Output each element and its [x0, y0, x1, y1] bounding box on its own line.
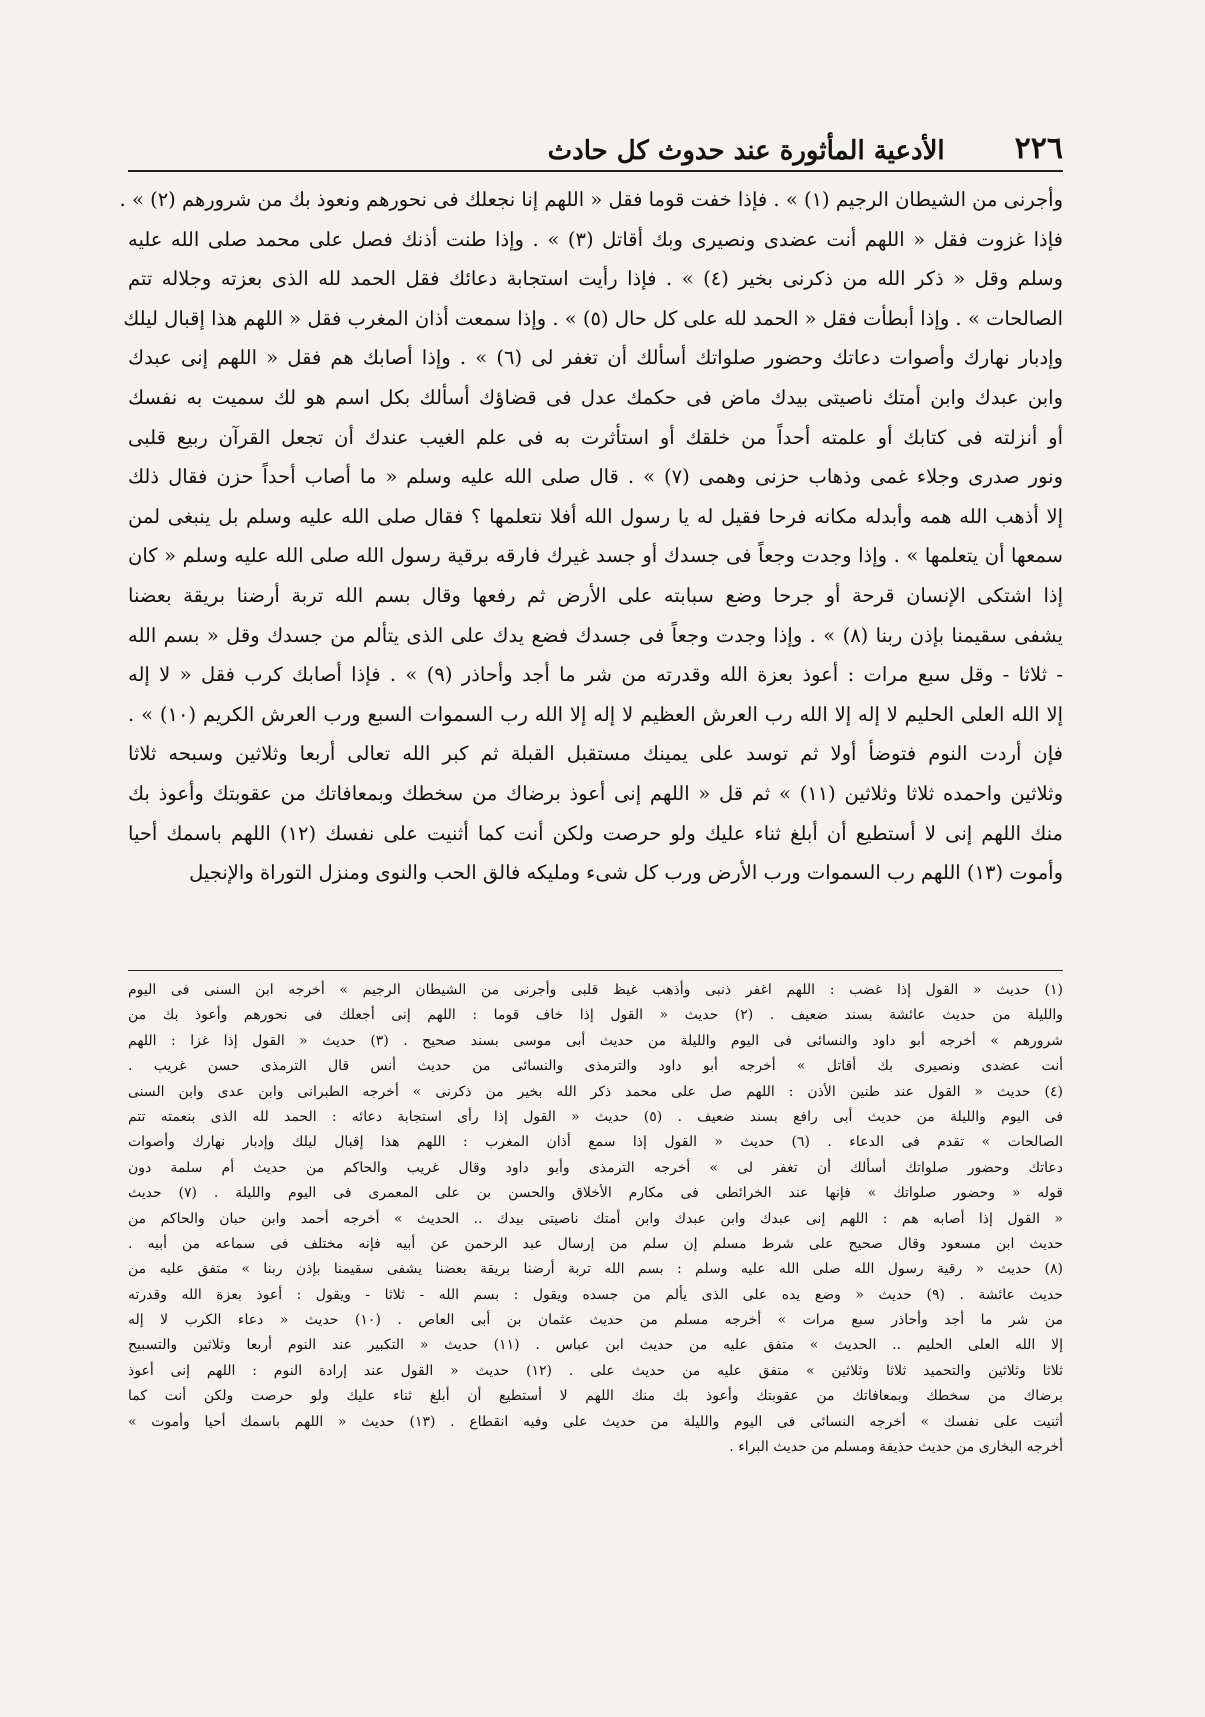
text-line: وابن عبدك وابن أمتك ناصيتى بيدك ماض فى حكمك عدل فى قضاؤك أسألك بكل اسم هو لك سميت به نفسك: [128, 385, 1063, 409]
running-title: الأدعية المأثورة عند حدوث كل حادث: [547, 136, 945, 166]
text-line: وإدبار نهارك وأصوات دعاتك وحضور صلواتك أسألك أن تغفر لى (٦) » . وإذا أصابك هم فقل « اللهم إنى عبدك: [128, 346, 1063, 370]
text-line: أو أنزلته فى كتابك أو علمته أحداً من خلقك أو استأثرت به فى علم الغيب عندك أن تجعل القرآن ربيع قلبى: [128, 425, 1063, 449]
header-divider: [128, 170, 1063, 172]
footnote-line: (٨) حديث « رقية رسول الله صلى الله عليه وسلم : بسم الله تربة أرضنا بريقة بعضنا يشفى سقيمنا بإذن ربنا » متفق عليه من: [128, 1261, 1063, 1278]
page-header: [128, 122, 1063, 166]
text-line: فإن أردت النوم فتوضأ أولا ثم توسد على يمينك مستقبل القبلة ثم كبر الله تعالى أربعا وثلاثين وسبحه ثلاثا: [128, 742, 1063, 766]
text-line: - ثلاثا - وقل سبع مرات : أعوذ بعزة الله وقدرته من شر ما أجد وأحاذر (٩) » . فإذا أصابك كرب فقل « لا إله: [128, 663, 1063, 687]
text-line: ونور صدرى وجلاء غمى وذهاب حزنى وهمى (٧) » . قال صلى الله عليه وسلم « ما أصاب أحداً حزن فقال ذلك: [128, 465, 1063, 489]
footnote-line: الصالحات » تقدم فى الدعاء . (٦) حديث « القول إذا سمع أذان المغرب : اللهم هذا إقبال ليلك وإدبار نهارك وأصوات: [128, 1134, 1063, 1151]
text-line: سمعها أن يتعلمها » . وإذا وجدت وجعاً فى جسدك أو جسد غيرك فارقه برقية رسول الله صلى الله عليه وسلم « كان: [128, 544, 1063, 568]
footnote-line: برضاك من سخطك وبمعافاتك من عقوبتك وأعوذ بك منك اللهم لا أستطيع أن أبلغ ثناء عليك ولو حرصت ولكن أنت كما: [128, 1388, 1063, 1405]
text-line: إذا اشتكى الإنسان قرحة أو جرحا وضع سبابته على الأرض ثم رفعها وقال بسم الله تربة أرضنا بريقة بعضنا: [128, 583, 1063, 607]
footnote-line: فى اليوم والليلة من حديث أبى رافع بسند ضعيف . (٥) حديث « القول إذا رأى استجابة دعائه : الحمد لله الذى بنعمته تتم: [128, 1108, 1064, 1125]
footnotes-section: [128, 978, 1063, 1460]
text-line: فإذا غزوت فقل « اللهم أنت عضدى ونصيرى وبك أقاتل (٣) » . وإذا طنت أذنك فصل على محمد صلى الله عليه: [128, 227, 1063, 251]
text-line: وأجرنى من الشيطان الرجيم (١) » . فإذا خفت قوما فقل « اللهم إنا نجعلك فى نحورهم ونعوذ بك من شرورهم (٢) » .: [119, 188, 1063, 211]
text-line: إلا أذهب الله همه وأبدله مكانه فرحا فقيل له يا رسول الله أفلا نتعلمها ؟ فقال صلى الله عليه وسلم بل ينبغى لمن: [128, 504, 1063, 528]
footnote-line: ثلاثا وثلاثين والتحميد ثلاثا وثلاثين » متفق عليه من حديث على . (١٢) حديث « القول عند إرادة النوم : اللهم إنى أعوذ: [128, 1362, 1063, 1379]
footnote-line: أخرجه البخارى من حديث حذيفة ومسلم من حديث البراء .: [729, 1439, 1063, 1456]
footnote-line: شرورهم » أخرجه أبو داود والنسائى فى اليوم والليلة من حديث أبى موسى بسند صحيح . (٣) حديث « القول إذا غزا : اللهم: [128, 1032, 1063, 1049]
text-line: يشفى سقيمنا بإذن ربنا (٨) » . وإذا وجدت وجعاً فى جسدك فضع يدك على الذى يتألم من جسدك وقل « بسم الله: [128, 623, 1064, 647]
text-line: وسلم وقل « ذكر الله من ذكرنى بخير (٤) » . فإذا رأيت استجابة دعائك فقل الحمد لله الذى بعزته وجلاله تتم: [128, 267, 1063, 291]
footnote-line: حديث عائشة . (٩) حديث « وضع يده على الذى يألم من جسده ويقول : بسم الله - ثلاثا - ويقول : أعوذ بعزة الله وقدرته: [128, 1286, 1063, 1303]
main-text-body: [119, 180, 1064, 893]
footnote-line: دعاتك وحضور صلواتك أسألك أن تغفر لى » أخرجه الترمذى وأبو داود وقال غريب والحاكم من حديث أم سلمة دون: [128, 1159, 1063, 1176]
footnote-line: أثنيت على نفسك » أخرجه النسائى فى اليوم والليلة من حديث على وفيه انقطاع . (١٣) حديث « اللهم باسمك أحيا وأموت »: [128, 1413, 1063, 1430]
footnote-line: إلا الله العلى الحليم .. الحديث » متفق عليه من حديث ابن عباس . (١١) حديث « التكبير عند النوم أربعا وثلاثين والتسبيح: [128, 1337, 1063, 1354]
footnote-line: (٤) حديث « القول عند طنين الأذن : اللهم صل على محمد ذكر الله بخير من ذكرنى » أخرجه الطبرانى وابن عدى وابن السنى: [128, 1083, 1063, 1100]
text-line: منك اللهم إنى لا أستطيع أن أبلغ ثناء عليك ولو حرصت ولكن أنت كما أثنيت على نفسك (١٢) اللهم باسمك أحيا: [128, 821, 1063, 845]
text-line: الصالحات » . وإذا أبطأت فقل « الحمد لله على كل حال (٥) » . وإذا سمعت أذان المغرب فقل « اللهم هذا إقبال ليلك: [123, 306, 1063, 330]
footnote-line: قوله « وحضور صلواتك » فإنها عند الخرائطى فى مكارم الأخلاق والحسن بن على المعمرى فى اليوم والليلة . (٧) حديث: [128, 1185, 1064, 1202]
footnote-line: أنت عضدى ونصيرى بك أقاتل » أخرجه أبو داود والترمذى والنسائى من حديث أنس قال الترمذى حسن غريب .: [128, 1058, 1063, 1075]
footnote-line: من شر ما أجد وأحاذر سبع مرات » أخرجه مسلم من حديث عثمان بن أبى العاص . (١٠) حديث « دعاء الكرب لا إله: [128, 1312, 1063, 1329]
footnote-line: والليلة من حديث عائشة بسند ضعيف . (٢) حديث « القول إذا خاف قوما : اللهم إنى أجعلك فى نحورهم وأعوذ بك من: [128, 1007, 1063, 1024]
text-line: وأموت (١٣) اللهم رب السموات ورب الأرض ورب كل شىء ومليكه فالق الحب والنوى ومنزل التوراة والإنجيل: [189, 861, 1063, 885]
footnote-line: (١) حديث « القول إذا غضب : اللهم اغفر ذنبى وأذهب غيظ قلبى وأجرنى من الشيطان الرجيم » أخرجه ابن السنى فى اليوم: [128, 982, 1063, 998]
text-line: وثلاثين واحمده ثلاثا وثلاثين (١١) » ثم قل « اللهم إنى أعوذ برضاك من سخطك وبمعافاتك من عقوبتك وأعوذ بك: [128, 781, 1063, 805]
footnote-line: « القول إذا أصابه هم : اللهم إنى عبدك وابن عبدك وابن أمتك ناصيتى بيدك .. الحديث » أخرجه أحمد وابن حبان والحاكم من: [128, 1210, 1063, 1227]
page-number: ٢٢٦: [1014, 131, 1063, 166]
footnote-line: حديث ابن مسعود وقال صحيح على شرط مسلم إن سلم من إرسال عبد الرحمن عن أبيه فإنه مختلف فى سماعه من أبيه .: [128, 1235, 1063, 1252]
text-line: إلا الله العلى الحليم لا إله إلا الله رب العرش العظيم لا إله إلا الله رب السموات السبع ورب العرش الكريم (١٠) » .: [128, 702, 1063, 726]
footnotes-divider: [128, 970, 1063, 971]
